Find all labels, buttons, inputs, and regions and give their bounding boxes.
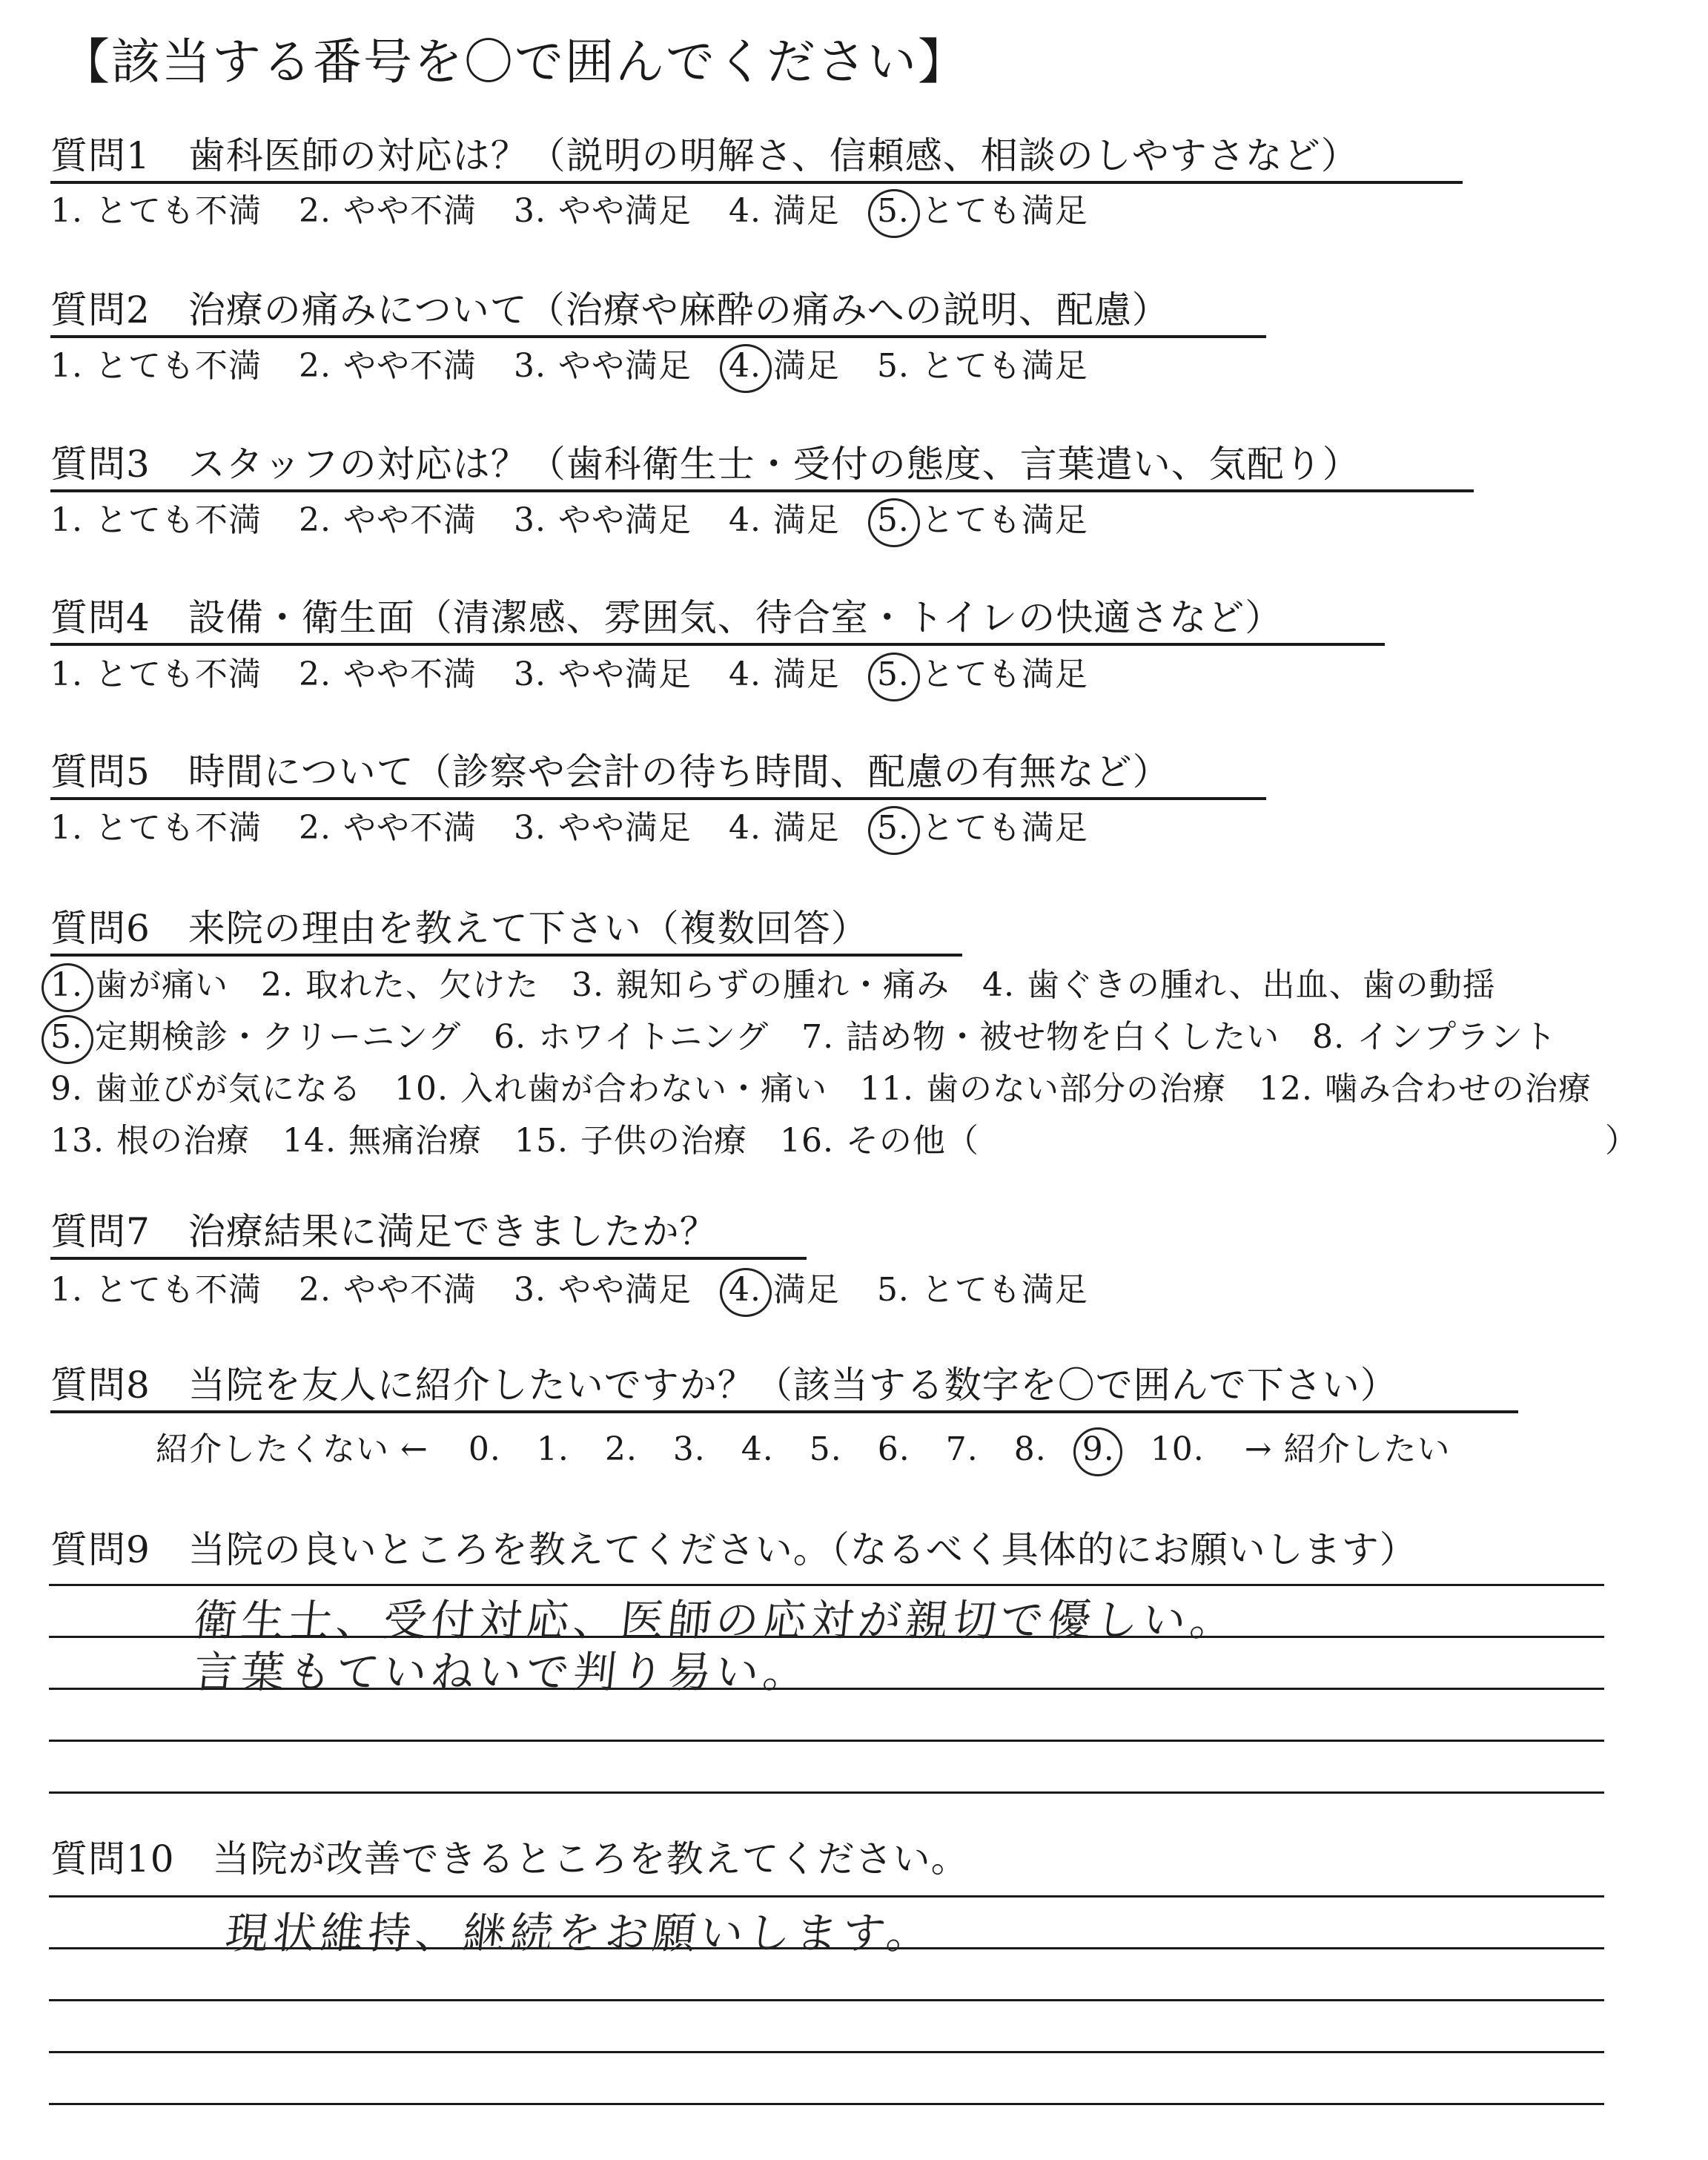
question-2-options: [50, 339, 1125, 386]
option-number: 5.: [876, 501, 910, 539]
option-number: 2.: [260, 966, 294, 1004]
reason-option[interactable]: [50, 1010, 461, 1057]
handwritten-answer-q10: 現状維持、継続をお願いします。: [222, 1908, 937, 1958]
reason-option[interactable]: [780, 1114, 979, 1161]
reason-option[interactable]: [50, 1114, 250, 1161]
option-label: とても不満: [94, 192, 262, 230]
option-number: 14.: [282, 1122, 337, 1160]
option-label: 入れ歯が合わない・痛い: [460, 1070, 827, 1108]
question-5-options: [50, 801, 1125, 848]
answer-line: [49, 2103, 1604, 2105]
option-label: やや不満: [342, 809, 477, 847]
option-label: やや満足: [557, 655, 692, 693]
option-number: 1.: [50, 655, 83, 693]
reason-option[interactable]: [514, 1114, 747, 1161]
reason-option[interactable]: [50, 1062, 362, 1109]
option-number: 2.: [298, 809, 331, 847]
option-label: 噛み合わせの治療: [1324, 1070, 1592, 1108]
option-number: 1.: [50, 809, 83, 847]
reason-option[interactable]: [282, 1114, 482, 1161]
question-2-title: 質問2 治療の痛みについて（治療や麻酔の痛みへの説明、配慮）: [50, 280, 1266, 338]
option-1[interactable]: [50, 184, 262, 231]
reason-option[interactable]: [572, 958, 950, 1005]
option-3[interactable]: [514, 647, 692, 695]
option-number: 1.: [50, 192, 83, 230]
option-3[interactable]: [514, 339, 692, 386]
scale-right-label: → 紹介したい: [1244, 1430, 1451, 1468]
scale-value[interactable]: 4.: [741, 1430, 774, 1468]
question-6-title: 質問6 来院の理由を教えて下さい（複数回答）: [50, 899, 962, 957]
option-4[interactable]: [729, 801, 840, 848]
answer-line: [49, 1999, 1604, 2001]
option-5[interactable]: [877, 184, 1088, 231]
option-number: 4.: [728, 1271, 761, 1309]
option-1[interactable]: [50, 339, 262, 386]
option-4[interactable]: [729, 339, 840, 386]
reason-option[interactable]: [982, 958, 1496, 1005]
scale-value[interactable]: 5.: [809, 1430, 842, 1468]
scale-value[interactable]: 9.: [1082, 1430, 1115, 1468]
option-label: 満足: [772, 347, 840, 385]
question-7-options: [50, 1263, 1125, 1310]
option-label: 無痛治療: [348, 1122, 482, 1160]
option-number: 15.: [514, 1122, 569, 1160]
reason-option[interactable]: [50, 958, 228, 1005]
option-number: 3.: [571, 966, 604, 1004]
option-label: とても満足: [921, 809, 1088, 847]
question-8-scale: [156, 1422, 1451, 1470]
scale-value[interactable]: 2.: [604, 1430, 638, 1468]
option-label: インプラント: [1357, 1018, 1558, 1056]
question-5-title: 質問5 時間について（診察や会計の待ち時間、配慮の有無など）: [50, 742, 1266, 800]
question-7-title: 質問7 治療結果に満足できましたか？: [50, 1202, 807, 1260]
option-5[interactable]: [877, 339, 1088, 386]
question-6-row: [50, 1062, 1624, 1109]
option-5[interactable]: [877, 1263, 1088, 1310]
option-1[interactable]: [50, 493, 262, 541]
option-number: 8.: [1312, 1018, 1345, 1056]
option-number: 13.: [50, 1122, 105, 1160]
question-3-options: [50, 493, 1125, 541]
option-1[interactable]: [50, 1263, 262, 1310]
option-label: 歯ぐきの腫れ、出血、歯の動揺: [1026, 966, 1496, 1004]
option-5[interactable]: [877, 801, 1088, 848]
option-label: その他（: [845, 1122, 979, 1160]
option-number: 12.: [1258, 1070, 1313, 1108]
option-label: やや不満: [342, 501, 477, 539]
reason-option[interactable]: [801, 1010, 1280, 1057]
option-number: 3.: [513, 347, 546, 385]
question-9-title: 質問9 当院の良いところを教えてください。（なるべく具体的にお願いします）: [50, 1528, 1417, 1571]
form-header: 【該当する番号を〇で囲んでください】: [61, 33, 968, 90]
option-number: 6.: [494, 1018, 527, 1056]
option-label: 歯並びが気になる: [94, 1070, 362, 1108]
option-label: とても不満: [94, 655, 262, 693]
reason-option[interactable]: [394, 1062, 827, 1109]
option-label: とても不満: [94, 347, 262, 385]
option-label: 根の治療: [116, 1122, 250, 1160]
option-3[interactable]: [514, 493, 692, 541]
option-label: やや満足: [557, 347, 692, 385]
question-4-title: 質問4 設備・衛生面（清潔感、雰囲気、待合室・トイレの快適さなど）: [50, 588, 1385, 646]
option-label: やや満足: [557, 192, 692, 230]
option-3[interactable]: [514, 1263, 692, 1310]
question-4-options: [50, 647, 1125, 695]
answer-line: [49, 1895, 1604, 1898]
option-label: 満足: [772, 501, 840, 539]
option-number: 3.: [513, 192, 546, 230]
option-3[interactable]: [514, 184, 692, 231]
scale-value[interactable]: 8.: [1013, 1430, 1047, 1468]
handwritten-answer-q9: 言葉もていねいで判り易い。: [191, 1647, 814, 1697]
option-label: 満足: [772, 809, 840, 847]
question-10-title: 質問10 当院が改善できるところを教えてください。: [50, 1837, 969, 1880]
scale-value[interactable]: 6.: [877, 1430, 910, 1468]
option-number: 7.: [801, 1018, 835, 1056]
option-2[interactable]: [299, 647, 477, 695]
handwritten-answer-q9: 衛生士、受付対応、医師の応対が親切で優しい。: [191, 1595, 1241, 1645]
question-6-row: [50, 958, 1529, 1005]
option-label: 歯のない部分の治療: [925, 1070, 1226, 1108]
option-1[interactable]: [50, 801, 262, 848]
option-number: 2.: [298, 347, 331, 385]
option-label: 満足: [772, 192, 840, 230]
option-number: 5.: [876, 347, 910, 385]
option-4[interactable]: [729, 1263, 840, 1310]
option-label: とても不満: [94, 501, 262, 539]
option-4[interactable]: [729, 493, 840, 541]
option-label: やや不満: [342, 1271, 477, 1309]
option-number: 5.: [50, 1018, 83, 1056]
scale-value[interactable]: 0.: [468, 1430, 501, 1468]
other-close-paren: ）: [1605, 1122, 1638, 1160]
scale-value[interactable]: 7.: [945, 1430, 979, 1468]
option-label: やや不満: [342, 655, 477, 693]
option-label: やや満足: [557, 501, 692, 539]
option-number: 1.: [50, 347, 83, 385]
option-5[interactable]: [877, 647, 1088, 695]
option-label: とても不満: [94, 809, 262, 847]
option-label: ホワイトニング: [538, 1018, 769, 1056]
option-number: 5.: [876, 655, 910, 693]
option-label: 子供の治療: [580, 1122, 747, 1160]
scale-left-label: 紹介したくない ←: [156, 1430, 428, 1468]
option-label: とても満足: [921, 501, 1088, 539]
option-number: 3.: [513, 1271, 546, 1309]
option-label: 定期検診・クリーニング: [94, 1018, 462, 1056]
option-1[interactable]: [50, 647, 262, 695]
option-2[interactable]: [299, 184, 477, 231]
option-number: 2.: [298, 192, 331, 230]
option-number: 4.: [728, 192, 761, 230]
option-label: 満足: [772, 655, 840, 693]
option-number: 9.: [50, 1070, 83, 1108]
option-2[interactable]: [299, 801, 477, 848]
option-number: 1.: [50, 966, 83, 1004]
reason-option[interactable]: [1259, 1062, 1592, 1109]
option-label: やや不満: [342, 347, 477, 385]
question-8-title: 質問8 当院を友人に紹介したいですか？（該当する数字を〇で囲んで下さい）: [50, 1355, 1518, 1413]
option-number: 1.: [50, 1271, 83, 1309]
option-label: 取れた、欠けた: [305, 966, 539, 1004]
reason-option[interactable]: [261, 958, 539, 1005]
option-number: 11.: [859, 1070, 914, 1108]
option-number: 5.: [876, 192, 910, 230]
question-1-title: 質問1 歯科医師の対応は？（説明の明解さ、信頼感、相談のしやすさなど）: [50, 126, 1463, 184]
option-number: 5.: [876, 809, 910, 847]
reason-option[interactable]: [860, 1062, 1226, 1109]
option-number: 1.: [50, 501, 83, 539]
option-number: 4.: [982, 966, 1015, 1004]
option-number: 3.: [513, 809, 546, 847]
option-label: やや満足: [557, 809, 692, 847]
option-number: 4.: [728, 809, 761, 847]
scale-value[interactable]: 1.: [536, 1430, 569, 1468]
answer-line: [49, 1740, 1604, 1742]
option-number: 2.: [298, 501, 331, 539]
option-number: 2.: [298, 655, 331, 693]
option-2[interactable]: [299, 339, 477, 386]
question-6-row: [50, 1010, 1589, 1057]
option-number: 4.: [728, 347, 761, 385]
option-4[interactable]: [729, 647, 840, 695]
option-number: 2.: [298, 1271, 331, 1309]
question-1-options: [50, 184, 1125, 231]
option-label: とても満足: [921, 655, 1088, 693]
option-label: とても不満: [94, 1271, 262, 1309]
option-label: やや満足: [557, 1271, 692, 1309]
reason-option[interactable]: [1312, 1010, 1557, 1057]
option-4[interactable]: [729, 184, 840, 231]
option-number: 4.: [728, 501, 761, 539]
scale-value[interactable]: 10.: [1150, 1430, 1205, 1468]
option-label: 満足: [772, 1271, 840, 1309]
option-number: 10.: [394, 1070, 448, 1108]
option-2[interactable]: [299, 493, 477, 541]
option-label: 歯が痛い: [94, 966, 228, 1004]
option-label: とても満足: [921, 1271, 1088, 1309]
scale-value[interactable]: 3.: [672, 1430, 706, 1468]
option-5[interactable]: [877, 493, 1088, 541]
question-6-row: [50, 1114, 1012, 1161]
option-number: 3.: [513, 655, 546, 693]
option-label: とても満足: [921, 192, 1088, 230]
option-number: 16.: [779, 1122, 834, 1160]
option-number: 4.: [728, 655, 761, 693]
option-label: 詰め物・被せ物を白くしたい: [846, 1018, 1280, 1056]
option-3[interactable]: [514, 801, 692, 848]
option-number: 3.: [513, 501, 546, 539]
reason-option[interactable]: [494, 1010, 769, 1057]
option-label: とても満足: [921, 347, 1088, 385]
option-2[interactable]: [299, 1263, 477, 1310]
answer-line: [49, 1791, 1604, 1794]
option-label: やや不満: [342, 192, 477, 230]
question-3-title: 質問3 スタッフの対応は？（歯科衛生士・受付の態度、言葉遣い、気配り）: [50, 435, 1474, 492]
answer-line: [49, 2051, 1604, 2053]
option-number: 5.: [876, 1271, 910, 1309]
option-label: 親知らずの腫れ・痛み: [615, 966, 950, 1004]
